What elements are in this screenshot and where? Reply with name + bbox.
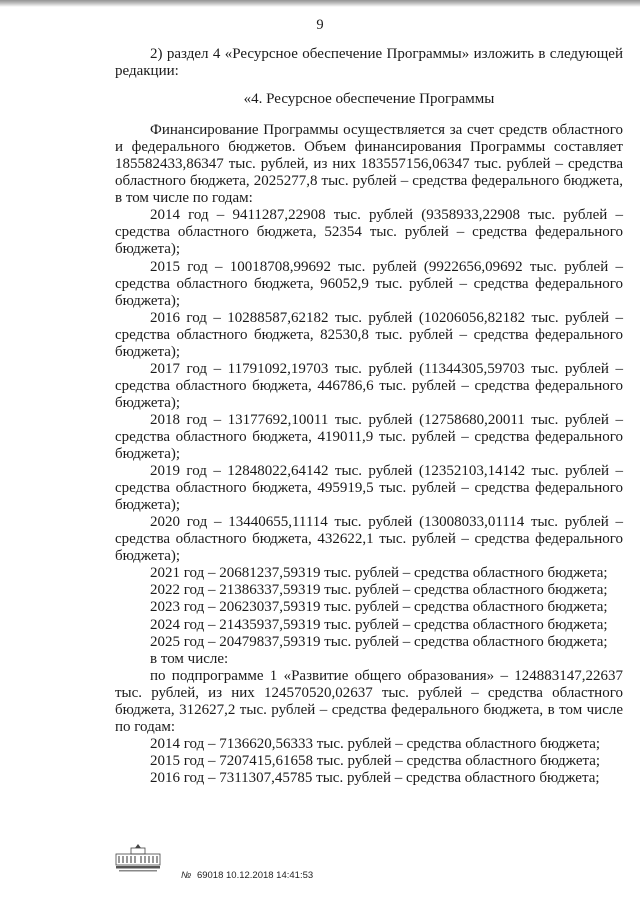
paragraph-year-2017: 2017 год – 11791092,19703 тыс. рублей (11344305,59703 тыс. рублей – средства областного бюджета, 446786,6 тыс. рублей – средства федерального бюджета); xyxy=(115,360,623,411)
paragraph-year-2019: 2019 год – 12848022,64142 тыс. рублей (12352103,14142 тыс. рублей – средства областного бюджета, 495919,5 тыс. рублей – средства федерального бюджета); xyxy=(115,463,623,514)
document-body xyxy=(115,46,623,787)
paragraph-funding-total: Финансирование Программы осуществляется за счет средств областного и федерального бюджетов. Объем финансирования Программы составляет 185582433,86347 тыс. рублей, из них 183557156,06347 тыс. рублей – средства областного бюджета, 2025277,8 тыс. рублей – средства федерального бюджета, в том числе по годам: xyxy=(115,122,623,207)
amendment-intro: 2) раздел 4 «Ресурсное обеспечение Программы» изложить в следующей редакции: xyxy=(115,46,623,80)
document-number: 69018 xyxy=(196,870,224,881)
paragraph-sub1-2016: 2016 год – 7311307,45785 тыс. рублей – средства областного бюджета; xyxy=(150,769,600,786)
scan-edge-shadow xyxy=(0,0,640,7)
paragraph-year-2016: 2016 год – 10288587,62182 тыс. рублей (10206056,82182 тыс. рублей – средства областного бюджета, 82530,8 тыс. рублей – средства федерального бюджета); xyxy=(115,309,623,360)
paragraph-including: в том числе: xyxy=(150,650,229,667)
paragraph-year-2014: 2014 год – 9411287,22908 тыс. рублей (9358933,22908 тыс. рублей – средства областного бюджета, 52354 тыс. рублей – средства федерального бюджета); xyxy=(115,207,623,258)
paragraph-sub1-2014: 2014 год – 7136620,56333 тыс. рублей – средства областного бюджета; xyxy=(150,735,601,752)
paragraph-year-2024: 2024 год – 21435937,59319 тыс. рублей – средства областного бюджета; xyxy=(150,616,608,633)
paragraph-year-2020: 2020 год – 13440655,11114 тыс. рублей (13008033,01114 тыс. рублей – средства областного бюджета, 432622,1 тыс. рублей – средства федерального бюджета); xyxy=(115,514,623,565)
paragraph-year-2023: 2023 год – 20623037,59319 тыс. рублей – средства областного бюджета; xyxy=(150,599,608,616)
stamp-emblem-icon xyxy=(113,842,163,874)
paragraph-year-2025: 2025 год – 20479837,59319 тыс. рублей – средства областного бюджета; xyxy=(150,633,608,650)
paragraph-year-2018: 2018 год – 13177692,10011 тыс. рублей (12758680,20011 тыс. рублей – средства областного бюджета, 419011,9 тыс. рублей – средства федерального бюджета); xyxy=(115,411,623,463)
paragraph-sub1-2015: 2015 год – 7207415,61658 тыс. рублей – средства областного бюджета; xyxy=(150,752,601,769)
paragraph-year-2022: 2022 год – 21386337,59319 тыс. рублей – средства областного бюджета; xyxy=(150,582,608,599)
document-footer xyxy=(181,870,313,881)
page-number: 9 xyxy=(316,17,324,33)
paragraph-year-2021: 2021 год – 20681237,59319 тыс. рублей – средства областного бюджета; xyxy=(150,565,608,582)
section-heading: «4. Ресурсное обеспечение Программы xyxy=(243,91,495,108)
registration-stamp-logo xyxy=(113,842,163,874)
paragraph-year-2015: 2015 год – 10018708,99692 тыс. рублей (9922656,09692 тыс. рублей – средства областного бюджета, 96052,9 тыс. рублей – средства федерального бюджета); xyxy=(115,258,623,309)
paragraph-subprogram-1: по подпрограмме 1 «Развитие общего образования» – 124883147,22637 тыс. рублей, из них 124570520,02637 тыс. рублей – средства областного бюджета, 312627,2 тыс. рублей – средства федерального бюджета, в том числе по годам: xyxy=(115,667,623,735)
document-datetime: 10.12.2018 14:41:53 xyxy=(226,870,314,881)
number-sign: № xyxy=(181,870,192,881)
